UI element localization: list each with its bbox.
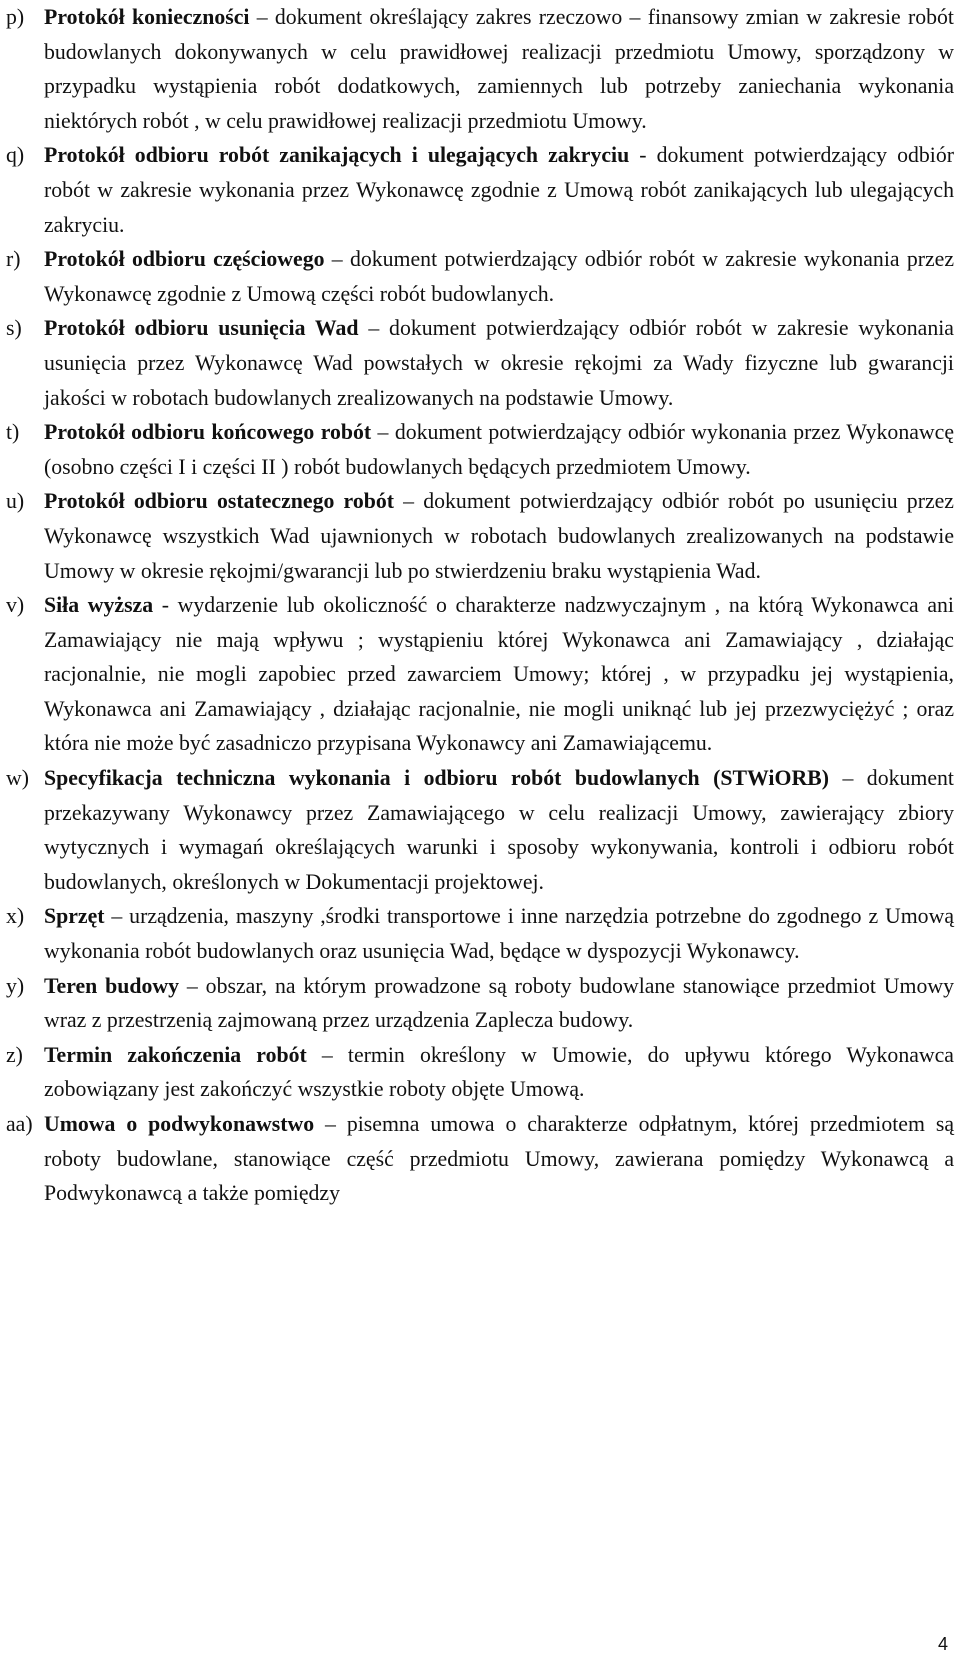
definition-marker: w) — [6, 766, 29, 791]
definition-item-y — [6, 969, 954, 1038]
definition-term: Umowa o podwykonawstwo — [44, 1112, 315, 1136]
definition-term: Protokół odbioru usunięcia Wad — [44, 316, 359, 341]
definition-item-u — [6, 484, 954, 588]
definition-marker: y) — [6, 973, 25, 998]
definition-text: – termin określony w Umowie, do upływu którego Wykonawca zobowiązany jest zakończyć wszystkie roboty objęte Umową. — [44, 1042, 954, 1102]
definition-term: Specyfikacja techniczna wykonania i odbioru robót budowlanych (STWiORB) — [44, 766, 829, 791]
definition-term: Termin zakończenia robót — [44, 1042, 307, 1067]
page-number: 4 — [937, 1634, 948, 1654]
definition-marker: t) — [6, 420, 20, 445]
definition-term: Siła wyższa — [44, 593, 154, 618]
definition-marker: v) — [6, 593, 25, 618]
definition-item-p — [6, 0, 954, 138]
definition-item-v — [6, 588, 954, 761]
definition-item-x — [6, 899, 954, 968]
definition-item-w — [6, 761, 954, 899]
definition-text: – pisemna umowa o charakterze odpłatnym, której przedmiotem są roboty budowlane, stanowiące część przedmiotu Umowy, zawierana pomiędzy Wykonawcą a Podwykonawcą a także pomiędzy — [44, 1112, 954, 1206]
definition-text: – dokument potwierdzający odbiór robót w zakresie wykonania usunięcia przez Wykonawcę Wad powstałych w okresie rękojmi za Wady fizyczne lub gwarancji jakości w robotach budowlanych zrealizowanych na podstawie Umowy. — [44, 316, 954, 410]
definition-marker: p) — [6, 5, 25, 29]
definition-marker: s) — [6, 316, 22, 341]
definition-item-q — [6, 138, 954, 242]
definition-marker: aa) — [6, 1112, 33, 1136]
definition-text: – dokument potwierdzający odbiór robót w zakresie wykonania przez Wykonawcę zgodnie z Umową części robót budowlanych. — [44, 247, 955, 306]
definition-item-s — [6, 311, 954, 415]
definition-marker: x) — [6, 904, 25, 929]
definition-text: – obszar, na którym prowadzone są roboty budowlane stanowiące przedmiot Umowy wraz z przestrzenią zajmowaną przez urządzenia Zaplecza budowy. — [44, 973, 954, 1033]
definition-term: Protokół konieczności — [44, 5, 250, 29]
definition-item-aa — [6, 1107, 954, 1211]
definition-marker: z) — [6, 1042, 23, 1067]
definition-text: – dokument potwierdzający odbiór wykonania przez Wykonawcę (osobno części I i części II ) robót budowlanych będących przedmiotem Umowy. — [44, 420, 954, 479]
definition-text: - dokument potwierdzający odbiór robót w zakresie wykonania przez Wykonawcę zgodnie z Umową robót zanikających lub ulegających zakryciu. — [44, 143, 954, 237]
definition-text: – dokument określający zakres rzeczowo – finansowy zmian w zakresie robót budowlanych dokonywanych w celu prawidłowej realizacji przedmiotu Umowy, sporządzony w przypadku wystąpienia robót dodatkowych, zamiennych lub potrzeby zaniechania wykonania niektórych robót , w celu prawidłowej realizacji przedmiotu Umowy. — [44, 5, 954, 133]
definition-text: - wydarzenie lub okoliczność o charakterze nadzwyczajnym , na którą Wykonawca ani Zamawiający nie mają wpływu ; wystąpieniu której Wykonawca ani Zamawiający , działając racjonalnie, nie mogli zapobiec przed zawarciem Umowy; której , w przypadku jej wystąpienia, Wykonawca ani Zamawiający , działając racjonalnie, nie mogli uniknąć lub jej przezwyciężyć ; oraz która nie może być zasadniczo przypisana Wykonawcy ani Zamawiającemu. — [44, 593, 954, 756]
definition-marker: q) — [6, 143, 25, 168]
definition-item-t — [6, 415, 954, 484]
definition-item-z — [6, 1038, 954, 1107]
definition-term: Protokół odbioru ostatecznego robót — [44, 489, 394, 514]
definition-term: Protokół odbioru robót zanikających i ulegających zakryciu — [44, 143, 630, 168]
definition-text: – urządzenia, maszyny ,środki transportowe i inne narzędzia potrzebne do zgodnego z Umową wykonania robót budowlanych oraz usunięcia Wad, będące w dyspozycji Wykonawcy. — [44, 904, 954, 964]
definition-term: Protokół odbioru częściowego — [44, 247, 325, 272]
definition-term: Teren budowy — [44, 973, 180, 998]
definition-item-r — [6, 242, 954, 311]
definition-marker: u) — [6, 489, 25, 514]
definition-text: – dokument przekazywany Wykonawcy przez Zamawiającego w celu realizacji Umowy, zawierający zbiory wytycznych i wymagań określających warunki i sposoby wykonywania, kontroli i odbioru robót budowlanych, określonych w Dokumentacji projektowej. — [44, 766, 954, 894]
definition-text: – dokument potwierdzający odbiór robót po usunięciu przez Wykonawcę wszystkich Wad ujawnionych w robotach budowlanych zrealizowanych na podstawie Umowy w okresie rękojmi/gwarancji lub po stwierdzeniu braku wystąpienia Wad. — [44, 489, 954, 583]
definitions-list — [6, 0, 954, 1211]
definition-term: Protokół odbioru końcowego robót — [44, 420, 372, 445]
definition-marker: r) — [6, 247, 21, 272]
definition-term: Sprzęt — [44, 904, 105, 929]
